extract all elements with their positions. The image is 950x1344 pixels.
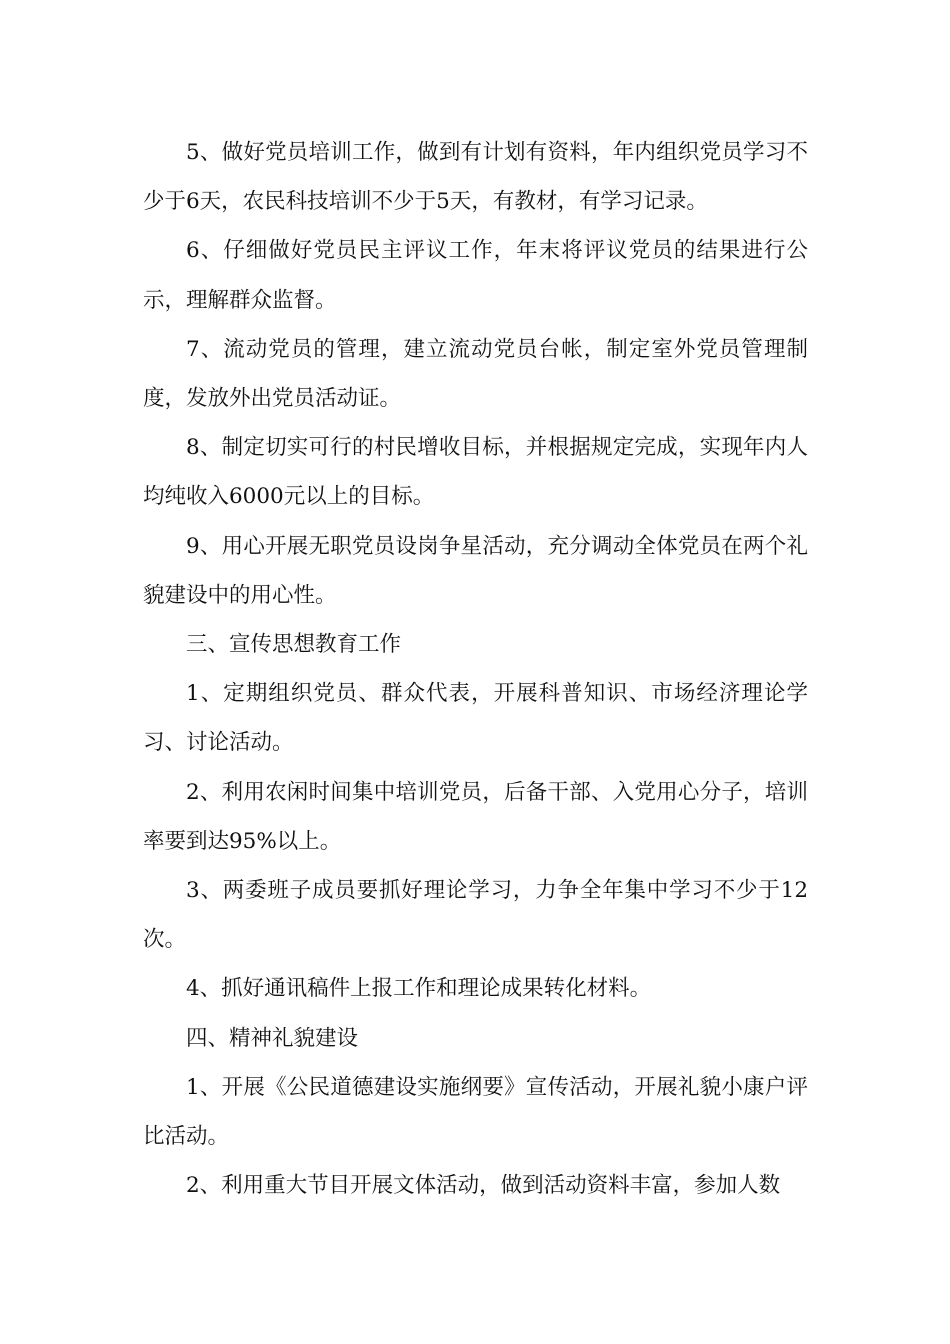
paragraph-item-5-training: 5、做好党员培训工作，做到有计划有资料，年内组织党员学习不少于6天，农民科技培训不少于5天，有教材，有学习记录。 <box>143 140 808 215</box>
section-heading-civility: 四、精神礼貌建设 <box>186 1025 359 1051</box>
paragraph-item-8-income-target: 8、制定切实可行的村民增收目标，并根据规定完成，实现年内人均纯收入6000元以上的目标。 <box>143 435 808 510</box>
paragraph-propaganda-3: 3、两委班子成员要抓好理论学习，力争全年集中学习不少于12次。 <box>143 878 808 953</box>
paragraph-item-9-star-activity: 9、用心开展无职党员设岗争星活动，充分调动全体党员在两个礼貌建设中的用心性。 <box>143 533 808 608</box>
paragraph-propaganda-2: 2、利用农闲时间集中培训党员，后备干部、入党用心分子，培训率要到达95%以上。 <box>143 779 808 854</box>
paragraph-propaganda-1: 1、定期组织党员、群众代表，开展科普知识、市场经济理论学习、讨论活动。 <box>143 681 808 756</box>
paragraph-item-6-evaluation: 6、仔细做好党员民主评议工作，年末将评议党员的结果进行公示，理解群众监督。 <box>143 238 808 313</box>
paragraph-civility-1: 1、开展《公民道德建设实施纲要》宣传活动，开展礼貌小康户评比活动。 <box>143 1074 808 1150</box>
paragraph-propaganda-4: 4、抓好通讯稿件上报工作和理论成果转化材料。 <box>186 976 652 1002</box>
section-heading-propaganda: 三、宣传思想教育工作 <box>186 632 402 658</box>
paragraph-civility-2: 2、利用重大节目开展文体活动，做到活动资料丰富，参加人数 <box>186 1173 781 1199</box>
paragraph-item-7-mobile-members: 7、流动党员的管理，建立流动党员台帐，制定室外党员管理制度，发放外出党员活动证。 <box>143 336 808 412</box>
document-body <box>143 128 808 1210</box>
